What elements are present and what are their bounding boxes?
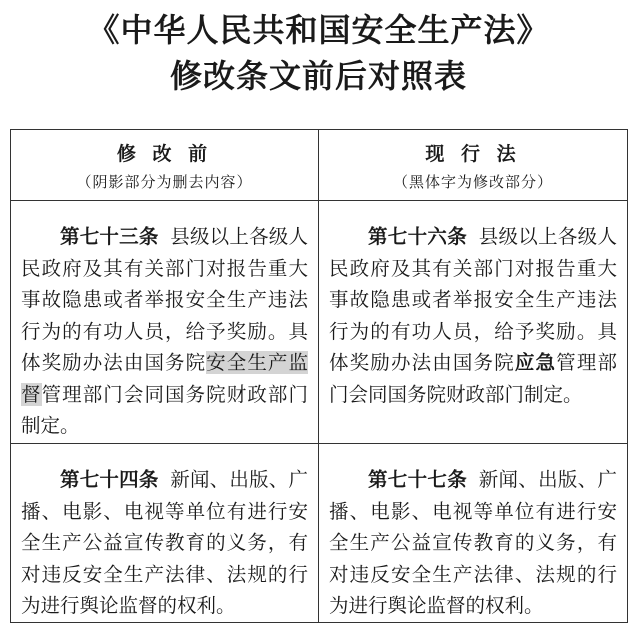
table-row [11, 444, 628, 623]
article-paragraph [11, 201, 318, 442]
article-number: 第七十六条 [368, 225, 467, 248]
header-before-cell [11, 130, 319, 201]
header-current-note: （黑体字为修改部分） [392, 173, 553, 191]
article-text: 管理部门会同国务院财政部门制定。 [21, 382, 308, 437]
current-article-cell [319, 201, 628, 444]
header-before-note: （阴影部分为删去内容） [76, 173, 253, 191]
modified-text-bold: 应急 [514, 351, 557, 374]
header-current-label: 现 行 法 [425, 143, 521, 165]
article-text: 新闻、出版、广播、电影、电视等单位有进行安全生产公益宣传教育的义务，有对违反安全生产法律、法规的行为进行舆论监督的权利。 [21, 468, 308, 617]
current-article-cell [319, 444, 628, 623]
article-text: 新闻、出版、广播、电影、电视等单位有进行安全生产公益宣传教育的义务，有对违反安全生产法律、法规的行为进行舆论监督的权利。 [329, 468, 617, 617]
article-number: 第七十四条 [60, 468, 159, 491]
article-paragraph [11, 444, 318, 622]
article-text: 县级以上各级人民政府及其有关部门对报告重大事故隐患或者举报安全生产违法行为的有功人员，给予奖励。具体奖励办法由国务院 [329, 225, 617, 374]
header-before-label: 修 改 前 [116, 143, 213, 165]
deleted-text-highlight: 安全生产监督 [21, 351, 308, 406]
article-paragraph [319, 444, 627, 622]
before-article-cell [11, 201, 319, 444]
article-paragraph [319, 201, 627, 410]
comparison-table [10, 129, 628, 623]
document-title-line-2: 修改条文前后对照表 [169, 57, 467, 95]
header-current-cell [319, 130, 628, 201]
article-text: 管理部门会同国务院财政部门制定。 [329, 351, 617, 406]
article-number: 第七十七条 [368, 468, 467, 491]
article-text: 县级以上各级人民政府及其有关部门对报告重大事故隐患或者举报安全生产违法行为的有功人员，给予奖励。具体奖励办法由国务院 [21, 225, 308, 374]
article-number: 第七十三条 [60, 225, 159, 248]
document-title-line-1: 《中华人民共和国安全生产法》 [87, 11, 550, 49]
before-article-cell [11, 444, 319, 623]
table-row [11, 201, 628, 444]
table-header-row [11, 130, 628, 201]
